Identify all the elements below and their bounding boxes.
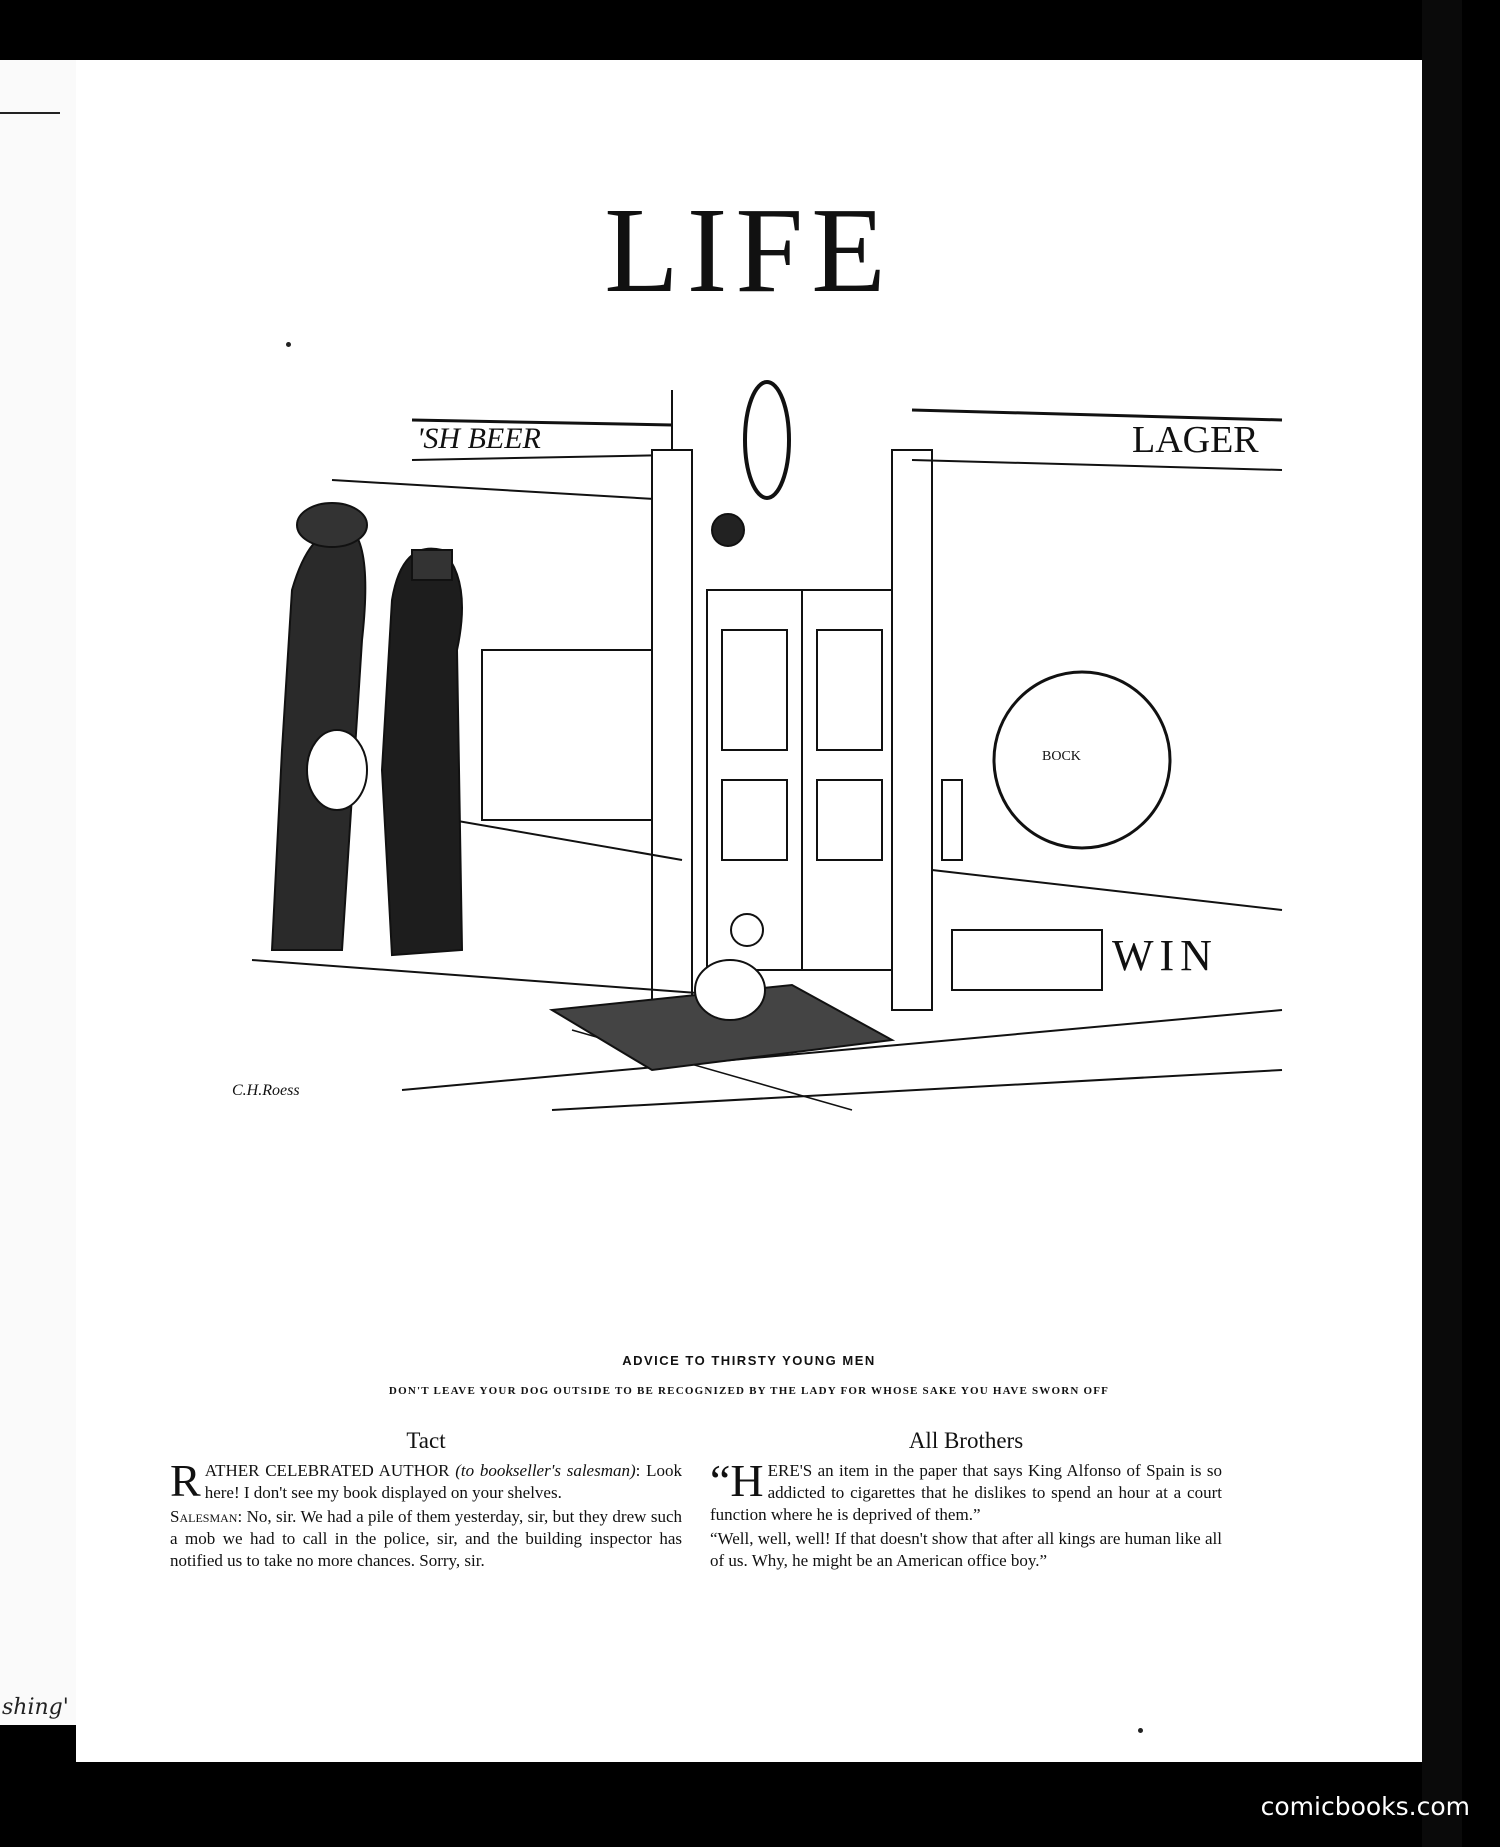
artist-signature: C.H.Roess <box>232 1082 300 1099</box>
article-paragraph <box>170 1506 682 1572</box>
article-all-brothers <box>710 1430 1222 1574</box>
watermark: comicbooks.com <box>1260 1792 1470 1821</box>
cartoon-illustration <box>232 390 1282 1350</box>
article-paragraph <box>170 1455 683 1506</box>
print-speck <box>286 342 291 347</box>
magazine-page <box>76 60 1422 1762</box>
left-page-rule <box>0 112 60 114</box>
article-tact <box>170 1430 682 1574</box>
sign-sh-beer: 'SH BEER <box>417 422 541 455</box>
masthead: LIFE <box>604 183 894 318</box>
paragraph-text: “Well, well, well! If that doesn't show that after all kings are human like all of us. Why, he might be an American office boy.” <box>710 1529 1222 1570</box>
barrel-label: BOCK <box>1042 749 1081 764</box>
stage-direction: (to bookseller's salesman) <box>455 1461 636 1480</box>
article-title: Tact <box>406 1428 446 1453</box>
paragraph-text: : Look here! I don't see my book displayed on your shelves. <box>204 1461 683 1502</box>
cartoon-caption-subtitle: DON'T LEAVE YOUR DOG OUTSIDE TO BE RECOGNIZED BY THE LADY FOR WHOSE SAKE YOU HAVE SWORN OFF <box>388 1385 1110 1397</box>
paragraph-text: ERE'S an item in the paper that says King Alfonso of Spain is so addicted to cigarettes that he dislikes to spend an hour at a court function where he is deprived of them.” <box>710 1461 1222 1524</box>
speaker-name: ATHER CELEBRATED AUTHOR <box>204 1461 450 1480</box>
left-page-fragment: shing' <box>2 1695 69 1720</box>
print-speck <box>1138 1728 1143 1733</box>
sign-lager: LAGER <box>1132 419 1259 461</box>
drop-cap: “H <box>710 1455 764 1506</box>
article-paragraph <box>710 1455 1222 1526</box>
cartoon-caption-title: ADVICE TO THIRSTY YOUNG MEN <box>622 1353 876 1368</box>
article-paragraph <box>710 1528 1222 1572</box>
drop-cap: R <box>170 1455 201 1506</box>
speaker-name: Salesman <box>170 1507 238 1526</box>
paragraph-text: : No, sir. We had a pile of them yesterday, sir, but they drew such a mob we had to call in the police, sir, and the building inspector has notified us to take no more chances. Sorry, sir. <box>170 1507 682 1570</box>
sign-win: WIN <box>1112 931 1218 980</box>
right-page-edge <box>1422 0 1462 1847</box>
article-title: All Brothers <box>908 1428 1024 1453</box>
